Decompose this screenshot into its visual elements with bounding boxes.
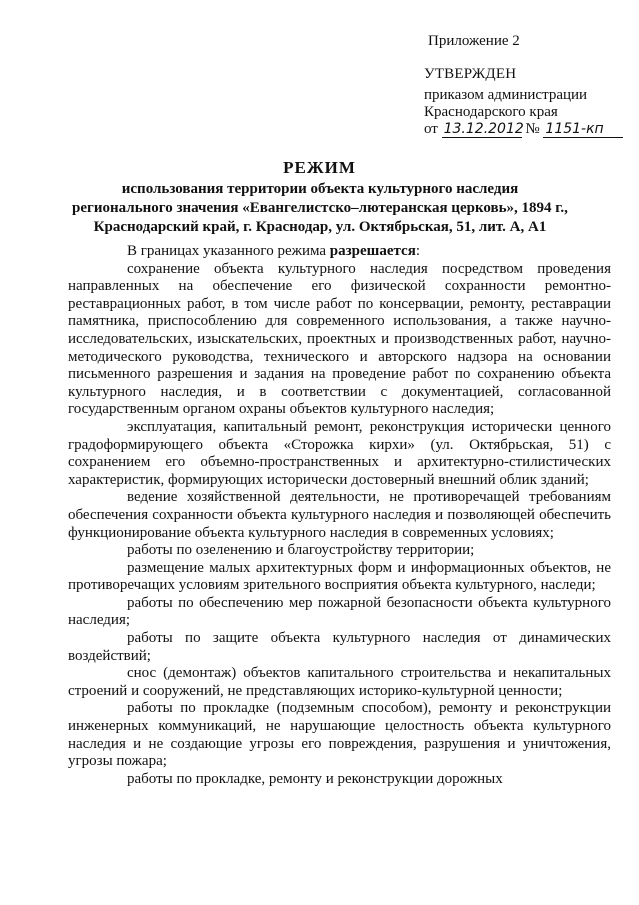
intro-bold-text: разрешается: [329, 243, 416, 259]
subtitle-line-1: использования территории объекта культурного наследия: [121, 181, 519, 197]
document-body: [68, 243, 611, 788]
paragraph-item: работы по прокладке (подземным способом), ремонту и реконструкции инженерных коммуникаций, не нарушающие целостность объекта культурного наследия и не создающие угрозы его повреждения, разрушения и уничтожения, угрозы пожара;: [68, 700, 611, 770]
document-subtitle: [40, 180, 600, 237]
approved-by-line-1: приказом администрации: [424, 87, 588, 103]
subtitle-line-2: регионального значения «Евангелистско–лютеранская церковь», 1894 г.,: [72, 200, 568, 216]
paragraph-item: работы по обеспечению мер пожарной безопасности объекта культурного наследия;: [68, 594, 611, 629]
handwritten-date: 13.12.2012: [443, 121, 524, 137]
number-sign: №: [525, 121, 540, 137]
paragraph-item: эксплуатация, капитальный ремонт, реконструкция исторически ценного градоформирующего объекта «Сторожка кирхи» (ул. Октябрьская, 51) с сохранением его объемно-пространственных и архитектурно-стилистических характеристик, формирующих исторически достоверный внешний облик зданий;: [68, 418, 611, 488]
order-date-number: [424, 121, 623, 138]
paragraph-item: работы по озеленению и благоустройству территории;: [127, 542, 475, 559]
paragraph-item: снос (демонтаж) объектов капитального строительства и некапитальных строений и сооружений, не представляющих историко-культурной ценности;: [68, 665, 611, 699]
intro-colon: :: [415, 243, 420, 259]
paragraph-item: работы по защите объекта культурного наследия от динамических воздействий;: [68, 630, 611, 664]
paragraph-item: работы по прокладке, ремонту и реконструкции дорожных: [127, 770, 503, 787]
subtitle-line-3: Краснодарский край, г. Краснодар, ул. Октябрьская, 51, лит. А, А1: [93, 219, 547, 235]
date-prefix: от: [424, 121, 438, 137]
intro-text: В границах указанного режима: [127, 243, 330, 259]
paragraph-item: сохранение объекта культурного наследия посредством проведения направленных на обеспечение его физической сохранности ремонтно-реставрационных работ, в том числе работ по консервации, ремонту, реставрации памятника, приспособлению для современного использования, а также научно-исследовательских, изыскательских, проектных и производственных работ, научно-методического руководства, технического и авторского надзора на основании письменного разрешения и задания на проведение работ по сохранению объекта культурного наследия, и в соответствии с документацией, согласованной государственным органом охраны объектов культурного наследия;: [68, 260, 611, 418]
appendix-label: Приложение 2: [428, 33, 520, 49]
intro-paragraph: [68, 243, 611, 261]
document-title: РЕЖИМ: [283, 158, 356, 177]
handwritten-order-number: 1151-кп: [543, 122, 623, 138]
paragraph-item: размещение малых архитектурных форм и информационных объектов, не противоречащих условиям зрительного восприятия объекта культурного, наследи;: [68, 559, 611, 594]
approved-by-line-2: Краснодарского края: [424, 104, 558, 120]
paragraph-item: ведение хозяйственной деятельности, не противоречащей требованиям обеспечения сохранности объекта культурного наследия и позволяющей обеспечить функционирование объекта культурного наследия в современных условиях;: [68, 489, 611, 541]
approved-label: УТВЕРЖДЕН: [424, 66, 517, 82]
